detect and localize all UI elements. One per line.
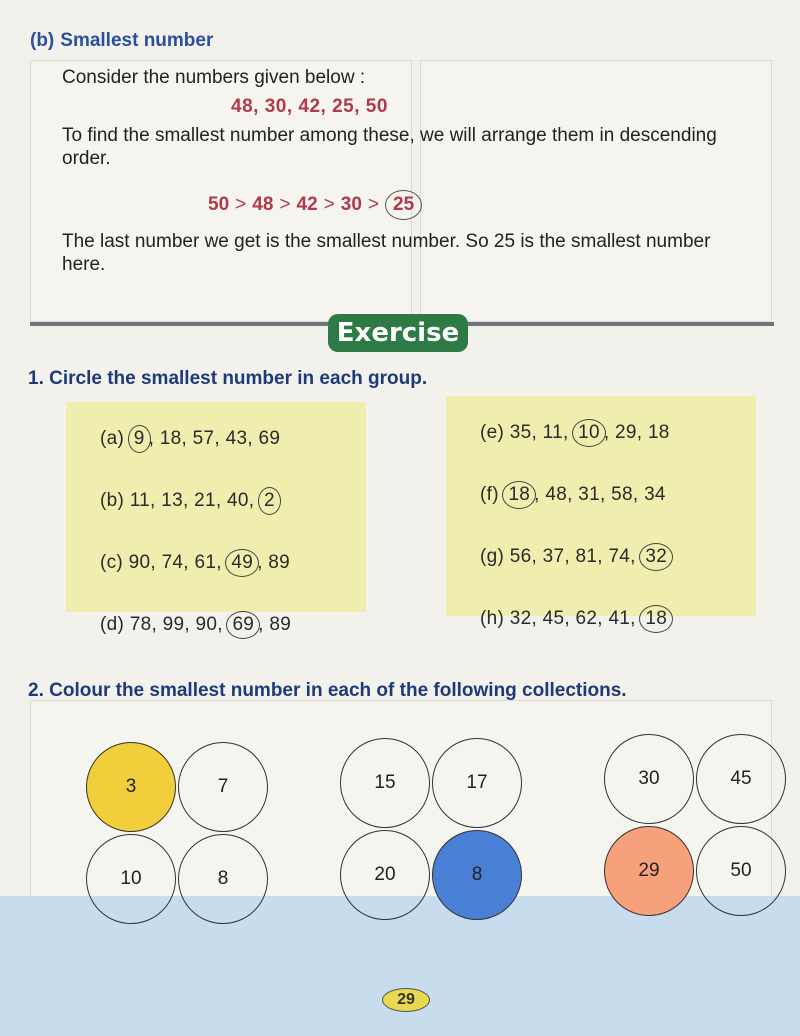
circle-number: 45 [730, 768, 752, 789]
number: 74 [161, 552, 184, 573]
item-label: (g) [480, 546, 505, 567]
number: 31 [578, 484, 600, 505]
circle-item: (a) 9 , 18, 57, 43, 69 [100, 428, 280, 450]
number: 32 [509, 608, 532, 629]
number-circle [340, 738, 430, 828]
item-label: (b) [100, 490, 125, 511]
number: 48 [545, 484, 568, 505]
number: 13 [161, 490, 183, 511]
number-list: 48, 30, 42, 25, 50 [231, 96, 388, 117]
number: 74 [608, 546, 631, 567]
circle-number: 3 [125, 776, 137, 797]
order-token: 42 [296, 194, 318, 215]
circle-item: (c) 90, 74, 61, 49 , 89 [100, 552, 290, 574]
circle-item: (h) 32, 45, 62, 41, 18 [480, 608, 671, 630]
page-number: 29 [382, 988, 430, 1012]
circle-number: 30 [638, 768, 660, 789]
circle-number: 8 [217, 868, 229, 889]
coloured-circle [604, 826, 694, 916]
number-circle [340, 830, 430, 920]
section-heading [30, 30, 213, 52]
number-circle [696, 734, 786, 824]
number-circle [604, 734, 694, 824]
number: 56 [509, 546, 532, 567]
number: 90 [195, 614, 218, 635]
number-circle [696, 826, 786, 916]
circled-number: 2 [258, 487, 281, 515]
number: 21 [194, 490, 216, 511]
order-token: > [279, 194, 291, 215]
question-2: 2. Colour the smallest number in each of the following collections. [28, 680, 627, 701]
number: 29 [615, 422, 637, 443]
circle-item: (f) 18 , 48, 31, 58, 34 [480, 484, 666, 506]
number: 18 [647, 422, 670, 443]
number-circle [178, 834, 268, 924]
item-label: (h) [480, 608, 505, 629]
number-circle [86, 834, 176, 924]
circle-number: 15 [374, 772, 396, 793]
item-label: (c) [100, 552, 124, 573]
number-circle [432, 738, 522, 828]
number: 61 [194, 552, 217, 573]
section-label: (b) [30, 30, 55, 51]
number: 62 [575, 608, 598, 629]
descending-order [208, 190, 428, 220]
circle-item: (d) 78, 99, 90, 69 , 89 [100, 614, 291, 636]
intro-text: Consider the numbers given below : [62, 67, 366, 88]
number: 34 [644, 484, 666, 505]
exercise-banner: Exercise [328, 314, 468, 352]
section-title: Smallest number [60, 30, 214, 51]
circle-number: 50 [730, 860, 752, 881]
order-token: 50 [208, 194, 230, 215]
circle-item: (g) 56, 37, 81, 74, 32 [480, 546, 671, 568]
circle-number: 10 [120, 868, 142, 889]
circled-number: 9 [128, 425, 151, 453]
circled-number: 69 [226, 611, 260, 639]
circle-number: 20 [374, 864, 396, 885]
explain-text: To find the smallest number among these, we will arrange them in descending order. [62, 125, 717, 169]
number: 37 [542, 546, 565, 567]
coloured-circle [432, 830, 522, 920]
number: 35 [509, 422, 532, 443]
circled-number: 18 [502, 481, 536, 509]
circle-number: 7 [217, 776, 229, 797]
divider-left [30, 322, 330, 326]
circled-number: 18 [639, 605, 673, 633]
number: 81 [575, 546, 598, 567]
number: 89 [269, 614, 292, 635]
number-circle [178, 742, 268, 832]
circled-number: 10 [572, 419, 606, 447]
order-token: > [323, 194, 335, 215]
circled-number: 49 [225, 549, 259, 577]
number: 58 [611, 484, 633, 505]
order-token: > [235, 194, 247, 215]
item-label: (d) [100, 614, 125, 635]
number: 43 [225, 428, 248, 449]
item-label: (e) [480, 422, 505, 443]
background-panel [420, 60, 772, 322]
order-token: > [367, 194, 379, 215]
question-1: 1. Circle the smallest number in each group. [28, 368, 428, 389]
number: 78 [129, 614, 152, 635]
circle-item: (b) 11, 13, 21, 40, 2 [100, 490, 279, 512]
circle-item: (e) 35, 11, 10 , 29, 18 [480, 422, 670, 444]
number: 57 [192, 428, 215, 449]
number: 40 [227, 490, 249, 511]
circle-number: 29 [638, 860, 660, 881]
divider-right [466, 322, 774, 326]
number: 89 [268, 552, 291, 573]
number: 90 [128, 552, 151, 573]
number: 18 [159, 428, 182, 449]
coloured-circle [86, 742, 176, 832]
circle-number: 8 [471, 864, 483, 885]
order-token: 30 [340, 194, 362, 215]
circled-number: 32 [639, 543, 673, 571]
circle-number: 17 [466, 772, 488, 793]
order-token: 48 [252, 194, 274, 215]
number: 69 [258, 428, 281, 449]
number: 41 [608, 608, 631, 629]
number: 99 [162, 614, 185, 635]
number: 11 [129, 490, 151, 511]
smallest-circled: 25 [385, 190, 422, 220]
item-label: (f) [480, 484, 499, 505]
number: 45 [542, 608, 565, 629]
item-label: (a) [100, 428, 125, 449]
number: 11 [542, 422, 563, 443]
conclusion-text: The last number we get is the smallest number. So 25 is the smallest number here. [62, 231, 711, 275]
